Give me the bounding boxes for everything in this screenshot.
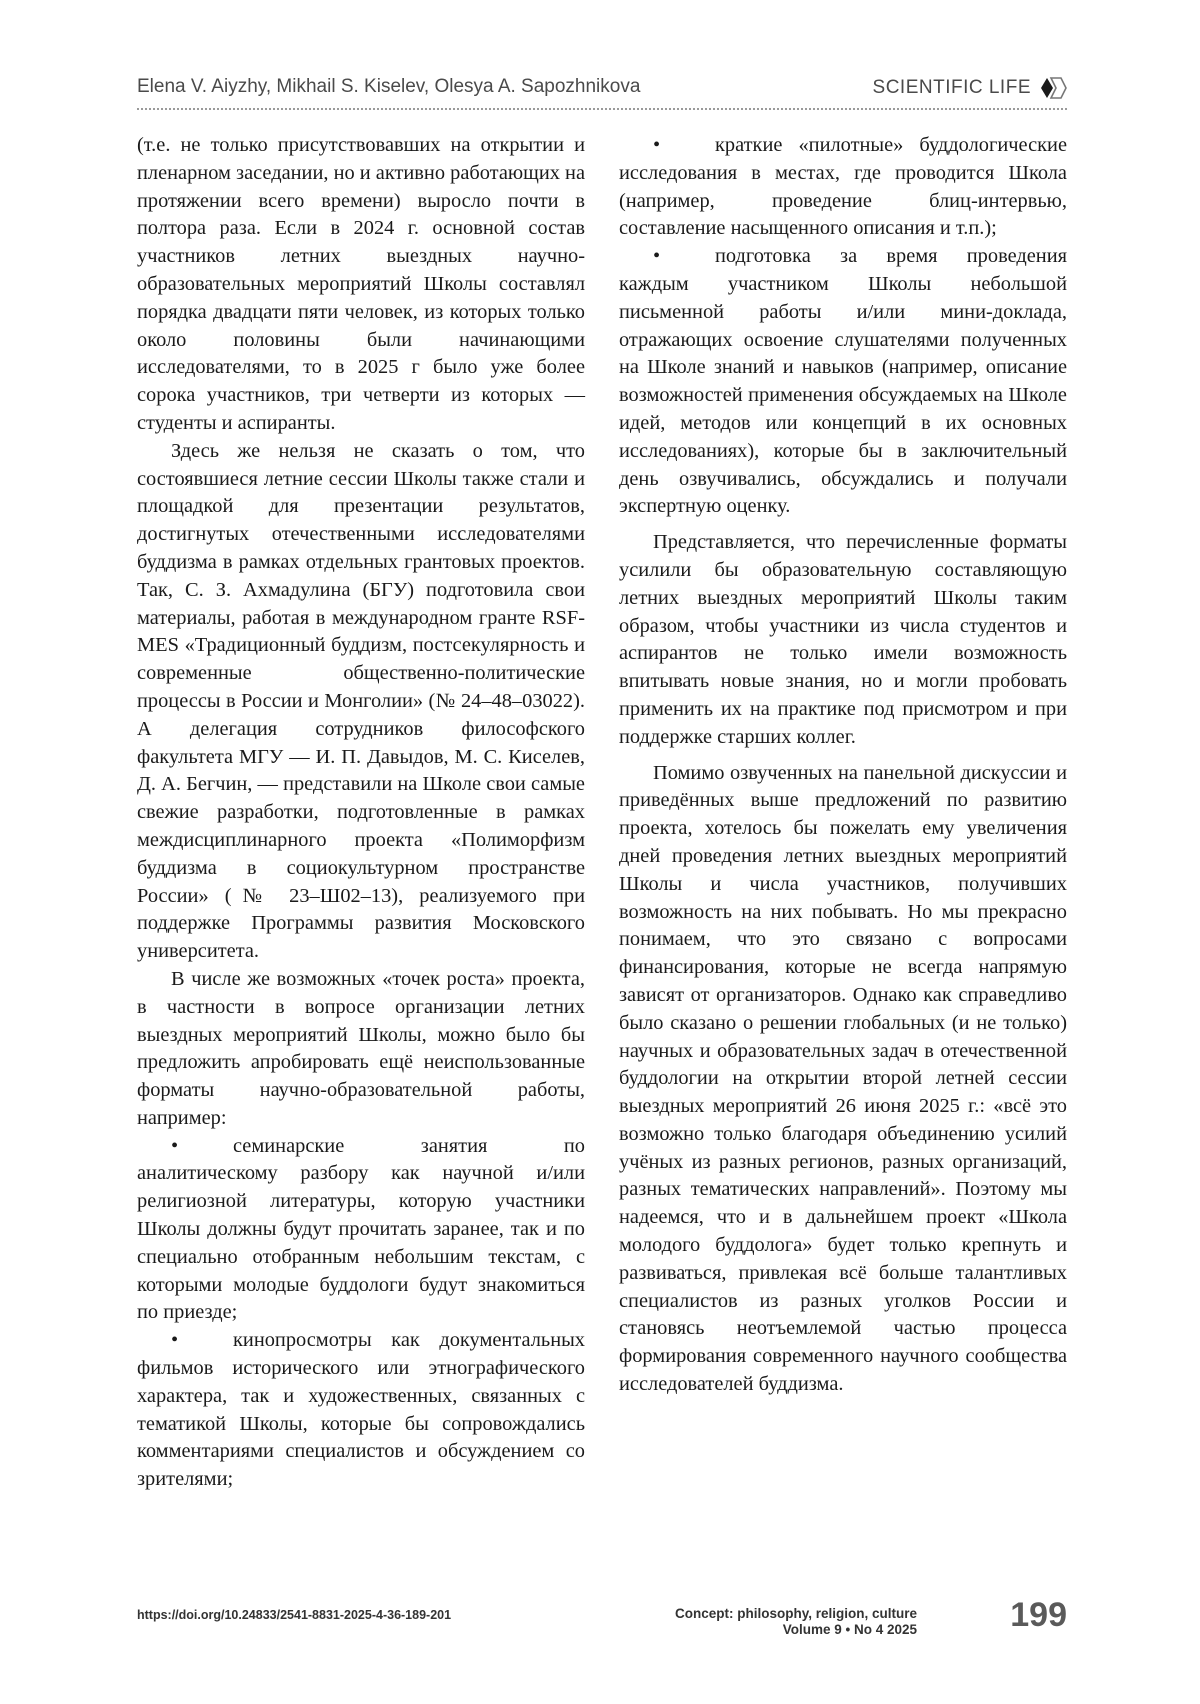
left-column bbox=[137, 132, 585, 1494]
body-paragraph: Помимо озвученных на панельной дискуссии и приведённых выше предложений по развитию проекта, хотелось бы пожелать ему увеличения дней проведения летних выездных мероприятий Школы и числа участников, получивших возможность на них побывать. Но мы прекрасно понимаем, что это связано с вопросами финансирования, которые не всегда напрямую зависят от организаторов. Однако как справедливо было сказано о решении глобальных (и не только) научных и образовательных задач в отечественной буддологии на открытии второй летней сессии выездных мероприятий 26 июня 2025 г.: «всё это возможно только благодаря объединению усилий учёных из разных регионов, разных организаций, разных тематических направлений». Поэтому мы надеемся, что и в дальнейшем проект «Школа молодого буддолога» будет только крепнуть и развиваться, привлекая всё больше талантливых специалистов из разных уголков России и становясь неотъемлемой частью процесса формирования современного научного сообщества исследователей буддизма. bbox=[619, 761, 1067, 1396]
journal-logo-icon bbox=[1037, 76, 1067, 100]
bullet-marker: • bbox=[653, 134, 661, 156]
running-head-authors: Elena V. Aiyzhy, Mikhail S. Kiselev, Olesya A. Sapozhnikova bbox=[137, 76, 641, 97]
list-item-text: кинопросмотры как документальных фильмов исторического или этнографического характера, так и художественных, связанных с тематикой Школы, которые бы сопровождались комментариями специалистов и обсуждением со зрителями; bbox=[137, 1329, 585, 1491]
bullet-marker: • bbox=[171, 1329, 179, 1352]
page-footer bbox=[137, 1596, 1067, 1650]
doi-link[interactable]: https://doi.org/10.24833/2541-8831-2025-4-36-189-201 bbox=[137, 1608, 452, 1622]
list-item bbox=[137, 1133, 585, 1328]
right-column bbox=[619, 132, 1067, 1399]
list-item bbox=[619, 243, 1067, 521]
body-paragraph: Представляется, что перечисленные форматы усилили бы образовательную составляющую летних выездных мероприятий Школы таким образом, чтобы участники из числа студентов и аспирантов не только имели возможность впитывать новые знания, но и могли пробовать применить их на практике под присмотром и при поддержке старших коллег. bbox=[619, 531, 1067, 748]
list-item-text: краткие «пилотные» буддологические исследования в местах, где проводится Школа (например, проведение блиц-интервью, составление насыщенного описания и т.п.); bbox=[619, 134, 1067, 240]
journal-info bbox=[675, 1606, 917, 1638]
bullet-marker: • bbox=[171, 1134, 179, 1157]
journal-brand-label: SCIENTIFIC LIFE bbox=[872, 77, 1031, 98]
page-header bbox=[137, 74, 1067, 110]
journal-brand bbox=[873, 76, 1067, 100]
page-number: 199 bbox=[1010, 1596, 1067, 1634]
list-item bbox=[137, 1327, 585, 1494]
body-paragraph: (т.е. не только присутствовавших на открытии и пленарном заседании, но и активно работающих на протяжении всего времени) выросло почти в полтора раза. Если в 2024 г. основной состав участников летних выездных научно-образовательных мероприятий Школы составлял порядка двадцати пяти человек, из которых только около половины были начинающими исследователями, то в 2025 г было уже более сорока участников, три четверти из которых — студенты и аспиранты. bbox=[137, 134, 585, 434]
list-item-text: семинарские занятия по аналитическому разбору как научной и/или религиозной литературы, которую участники Школы должны будут прочитать заранее, так и по специально отобранным небольшим текстам, с которыми молодые буддологи будут знакомиться по приезде; bbox=[137, 1134, 585, 1324]
journal-title: Concept: philosophy, religion, culture bbox=[675, 1606, 918, 1621]
body-paragraph: Здесь же нельзя не сказать о том, что состоявшиеся летние сессии Школы также стали и площадкой для презентации результатов, достигнутых отечественными исследователями буддизма в рамках отдельных грантовых проектов. Так, С. З. Ахмадулина (БГУ) подготовила свои материалы, работая в международном гранте RSF-MES «Традиционный буддизм, постсекулярность и современные общественно-политические процессы в России и Монголии» (№ 24–48–03022). А делегация сотрудников философского факультета МГУ — И. П. Давыдов, М. С. Киселев, Д. А. Бегчин, — представили на Школе свои самые свежие разработки, подготовленные в рамках междисциплинарного проекта «Полиморфизм буддизма в социокультурном пространстве России» (№ 23–Ш02–13), реализуемого при поддержке Программы развития Московского университета. bbox=[137, 439, 585, 963]
bullet-marker: • bbox=[653, 245, 661, 268]
list-item-text: подготовка за время проведения каждым участником Школы небольшой письменной работы и/или мини-доклада, отражающих освоение слушателями полученных на Школе знаний и навыков (например, описание возможностей применения обсуждаемых на Школе идей, методов или концепций в их основных исследованиях), которые бы в заключительный день озвучивались, обсуждались и получали экспертную оценку. bbox=[619, 245, 1067, 518]
body-paragraph: В числе же возможных «точек роста» проекта, в частности в вопросе организации летних выездных мероприятий Школы, можно было бы предложить апробировать ещё неиспользованные форматы научно-образовательной работы, например: bbox=[137, 967, 585, 1129]
journal-issue: Volume 9 • No 4 2025 bbox=[782, 1622, 918, 1637]
list-item bbox=[619, 132, 1067, 243]
